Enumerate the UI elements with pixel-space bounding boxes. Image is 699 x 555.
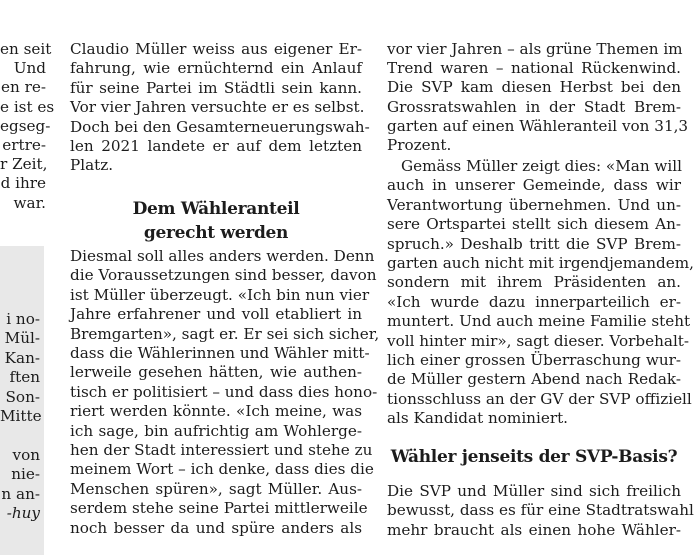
text-line: bewusst, dass es für eine Stadtratswahl xyxy=(387,501,694,520)
text-line: en seit xyxy=(0,40,52,58)
text-line: nie- xyxy=(11,465,40,484)
text-line: i no- xyxy=(6,310,40,328)
text-line: -huy xyxy=(6,504,40,522)
text-line: muntert. Und auch meine Familie steht xyxy=(387,312,691,331)
text-line: Mül- xyxy=(4,329,40,348)
text-line: voll hinter mir», sagt dieser. Vorbehalt- xyxy=(387,331,690,350)
text-line: dass die Wählerinnen und Wähler mitt- xyxy=(70,344,370,362)
text-line: garten auf einen Wähleranteil von 31,3 xyxy=(387,116,689,135)
text-line: r Zeit, xyxy=(0,155,48,174)
text-line: Mitte xyxy=(0,407,42,425)
text-line: als Kandidat nominiert. xyxy=(387,409,569,428)
text-line: ften xyxy=(9,368,40,387)
text-line: Verantwortung übernehmen. Und un- xyxy=(387,195,681,214)
text-line: sondern mit ihrem Präsidenten an. xyxy=(387,273,681,292)
text-line: fahrung, wie ernüchternd ein Anlauf xyxy=(70,59,362,78)
text-line: Kan- xyxy=(4,348,40,367)
text-line: Gemäss Müller zeigt dies: «Man will xyxy=(401,157,682,175)
text-line: Und xyxy=(13,59,46,78)
text-line: noch besser da und spüre anders als xyxy=(70,518,362,537)
text-line: auch in unserer Gemeinde, dass wir xyxy=(387,176,681,195)
text-line: riert werden könnte. «Ich meine, was xyxy=(70,402,362,421)
text-line: tisch er politisiert – und dass dies hono- xyxy=(70,382,378,401)
text-line: garten auch nicht mit irgendjemandem, xyxy=(387,254,694,272)
text-line: von xyxy=(12,445,40,464)
text-line: «Ich wurde dazu innerparteilich er- xyxy=(387,292,681,311)
text-line: war. xyxy=(13,193,46,212)
section-heading: Dem Wähleranteil xyxy=(132,199,300,219)
section-heading: Wähler jenseits der SVP-Basis? xyxy=(390,447,678,467)
text-line: d ihre xyxy=(0,174,46,193)
text-line: Diesmal soll alles anders werden. Denn xyxy=(70,247,375,265)
text-line: vor vier Jahren – als grüne Themen im xyxy=(387,40,683,58)
section-heading: gerecht werden xyxy=(143,223,289,243)
text-line: lich einer grossen Überraschung wur- xyxy=(387,351,681,369)
text-line: Doch bei den Gesamterneuerungswah- xyxy=(70,117,370,136)
text-line: für seine Partei im Städtli sein kann. xyxy=(70,78,362,97)
text-line: Grossratswahlen in der Stadt Brem- xyxy=(387,97,681,116)
text-line: n an- xyxy=(1,484,40,503)
text-line: Menschen spüren», sagt Müller. Aus- xyxy=(70,479,362,498)
text-line: spruch.» Deshalb tritt die SVP Brem- xyxy=(387,234,681,253)
text-line: len 2021 landete er auf dem letzten xyxy=(70,137,362,155)
text-line: Jahre erfahrener und voll etabliert in xyxy=(70,305,362,324)
text-line: Prozent. xyxy=(387,136,452,154)
text-line: ertre- xyxy=(2,136,46,154)
text-line: meinem Wort – ich denke, dass dies die xyxy=(70,460,374,479)
text-line: mehr braucht als einen hohe Wähler- xyxy=(387,520,681,539)
text-line: Die SVP kam diesen Herbst bei den xyxy=(387,78,681,97)
text-line: egseg- xyxy=(0,116,51,135)
text-line: Vor vier Jahren versuchte er es selbst. xyxy=(70,98,365,117)
text-line: die Voraussetzungen sind besser, davon xyxy=(70,266,377,285)
text-line: tionsschluss an der GV der SVP offiziell xyxy=(387,389,692,408)
text-line: Platz. xyxy=(70,156,114,175)
text-line: sere Ortspartei stellt sich diesem An- xyxy=(387,215,681,234)
text-line: lerweile gesehen hätten, wie authen- xyxy=(70,363,362,382)
text-line: hen der Stadt interessiert und stehe zu xyxy=(70,441,373,459)
text-line: ich sage, bin aufrichtig am Wohlerge- xyxy=(70,421,362,440)
text-line: e ist es xyxy=(0,97,55,116)
text-line: Son- xyxy=(5,387,40,406)
text-line: Claudio Müller weiss aus eigener Er- xyxy=(70,40,362,58)
text-line: de Müller gestern Abend nach Redak- xyxy=(387,370,681,389)
text-line: Trend waren – national Rückenwind. xyxy=(387,59,681,78)
text-line: Bremgarten», sagt er. Er sei sich sicher, xyxy=(70,324,380,343)
text-line: serdem stehe seine Partei mittlerweile xyxy=(70,499,368,518)
text-line: ist Müller überzeugt. «Ich bin nun vier xyxy=(70,285,370,304)
text-line: en re- xyxy=(1,78,46,97)
text-line: Die SVP und Müller sind sich freilich xyxy=(387,482,681,500)
